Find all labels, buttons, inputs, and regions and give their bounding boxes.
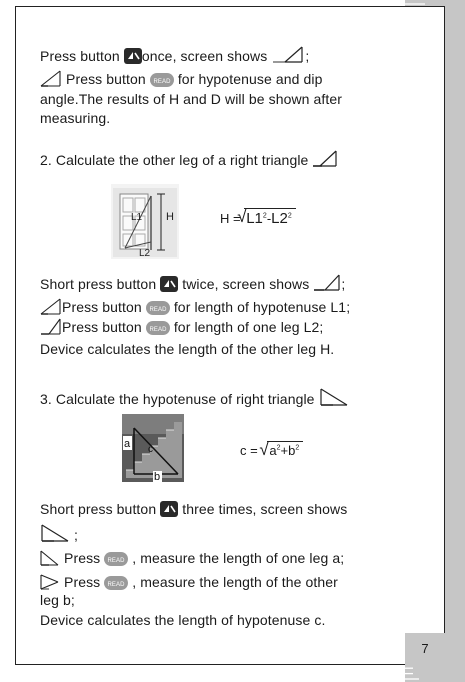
formula2-b-exp: 2 [287, 212, 292, 220]
section2-line-2 [40, 298, 350, 319]
section2-line-4: Device calculates the length of the other leg H. [40, 341, 335, 357]
intro-line-4: measuring. [40, 110, 111, 126]
formula3-a-exp: 2 [276, 444, 281, 452]
radical-sign-icon: √ [237, 207, 247, 226]
function-button-icon [160, 501, 178, 521]
figure-label-h: H [166, 211, 174, 223]
formula-other-leg [220, 208, 296, 227]
section2-heading-text: 2. Calculate the other leg of a right triangle [40, 152, 309, 168]
formula2-a: L1 [246, 210, 263, 227]
read-button-icon [150, 73, 174, 91]
single-hypotenuse-mode-icon [40, 298, 62, 319]
section2-one-leg-l2-text: for length of one leg L2; [173, 319, 324, 335]
section3-three-times-text: three times, screen shows [182, 501, 348, 517]
intro-line-3: angle.The results of H and D will be shown after [40, 91, 343, 107]
hypotenuse-mode-icon [40, 523, 70, 547]
single-hypotenuse-mode-icon [271, 46, 305, 68]
svg-text:READ: READ [149, 327, 167, 333]
single-hypotenuse-mode-icon [40, 70, 62, 91]
intro-line-2 [40, 70, 322, 91]
section2-press-text-2: Press button [62, 299, 142, 315]
section3-press-text-1: Press [64, 550, 101, 566]
section3-heading-text: 3. Calculate the hypotenuse of right triangle [40, 391, 315, 407]
figure-label-b: b [154, 471, 161, 482]
formula3-lhs: c = [240, 443, 258, 458]
formula-hypotenuse [240, 441, 303, 458]
read-button-icon [104, 576, 128, 594]
svg-text:READ: READ [107, 558, 125, 564]
section3-line-6: Device calculates the length of hypotenuse c. [40, 612, 326, 628]
radical-sign-icon: √ [259, 440, 269, 459]
svg-text:READ: READ [153, 79, 171, 85]
function-button-icon [160, 276, 178, 296]
formula3-a: a [269, 443, 277, 458]
formula3-b: b [288, 443, 296, 458]
formula2-b: L2 [271, 210, 288, 227]
section2-line-3 [40, 318, 323, 339]
two-point-leg-mode-icon [40, 318, 62, 339]
formula2-minus: - [266, 211, 272, 226]
section3-line-5: leg b; [40, 592, 75, 608]
read-button-icon [104, 552, 128, 570]
section2-press-text-3: Press button [62, 319, 142, 335]
figure-label-l2: L2 [139, 248, 151, 259]
two-point-leg-mode-icon [313, 274, 341, 296]
stairs-diagram-image [122, 414, 184, 487]
figure-label-a: a [124, 438, 131, 450]
figure-label-l1: L1 [131, 212, 143, 223]
page-number: 7 [421, 641, 429, 656]
intro-line-1 [40, 46, 309, 68]
svg-text:READ: READ [149, 307, 167, 313]
section3-press-text-2: Press [64, 574, 101, 590]
leg-b-mode-icon [40, 573, 60, 594]
function-button-icon [124, 48, 142, 68]
section3-line-3 [40, 549, 344, 570]
section2-heading [40, 150, 338, 172]
section2-short-press-text: Short press button [40, 276, 157, 292]
formula2-lhs: H = [220, 211, 241, 226]
formula2-a-exp: 2 [262, 212, 267, 220]
hypotenuse-mode-icon [319, 387, 349, 411]
section3-heading [40, 387, 349, 411]
section3-line-4 [40, 573, 338, 594]
section2-semicolon: ; [341, 276, 346, 292]
intro-press-text: Press button [40, 48, 120, 64]
formula3-plus: + [280, 443, 289, 458]
section3-short-press-text: Short press button [40, 501, 157, 517]
two-point-leg-mode-icon [312, 150, 338, 172]
door-diagram-image [111, 184, 179, 264]
intro-semicolon: ; [305, 48, 310, 64]
section3-line-2 [40, 523, 78, 547]
formula2-radical [237, 207, 296, 227]
section2-line-1 [40, 274, 345, 296]
section3-semicolon: ; [74, 527, 78, 543]
intro-once-text: once, screen shows [141, 48, 268, 64]
intro-hypotenuse-text: for hypotenuse and dip [177, 71, 323, 87]
section3-line-1 [40, 501, 347, 521]
formula3-radical [259, 440, 303, 459]
section2-hypotenuse-l1-text: for length of hypotenuse L1; [173, 299, 351, 315]
formula3-b-exp: 2 [295, 444, 300, 452]
section3-leg-b-text: , measure the length of the other [132, 574, 338, 590]
section2-twice-text: twice, screen shows [182, 276, 310, 292]
svg-text:READ: READ [107, 582, 125, 588]
read-button-icon [146, 301, 170, 319]
read-button-icon [146, 321, 170, 339]
hypotenuse-mode-icon [40, 549, 60, 570]
section3-leg-a-text: , measure the length of one leg a; [132, 550, 345, 566]
intro-press-text-2: Press button [66, 71, 146, 87]
figure-label-c: c [148, 444, 153, 455]
